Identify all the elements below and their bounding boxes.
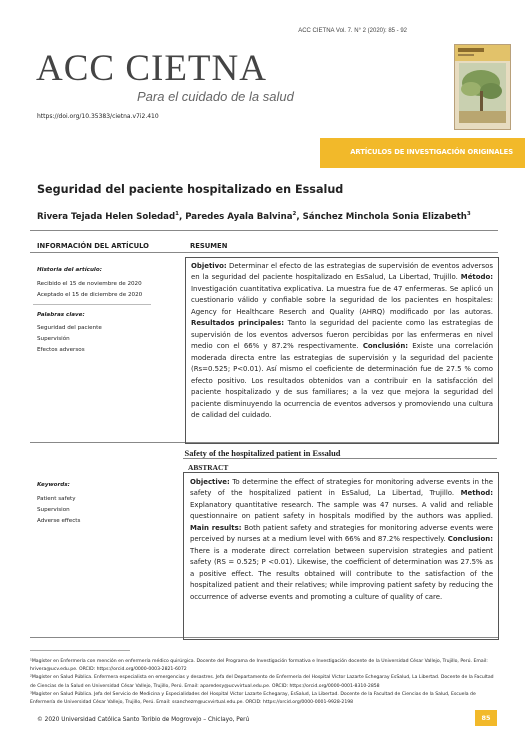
- paragraph-label: Objective:: [190, 478, 230, 486]
- english-title: Safety of the hospitalized patient in Essalud: [184, 449, 341, 458]
- author-name: Sánchez Minchola Sonia Elizabeth: [302, 211, 467, 222]
- section-banner-label: ARTÍCULOS DE INVESTIGACIÓN ORIGINALES: [350, 148, 513, 156]
- journal-logo-title: ACC CIETNA: [36, 48, 267, 89]
- divider: [30, 230, 498, 231]
- received-date: Recibido el 15 de noviembre de 2020: [37, 281, 142, 287]
- journal-cover-thumbnail: [454, 44, 511, 130]
- article-title: Seguridad del paciente hospitalizado en Essalud: [37, 183, 344, 196]
- paragraph-label: Método:: [460, 273, 493, 282]
- keyword-item-en: Patient safety: [37, 496, 76, 502]
- resumen-heading: RESUMEN: [190, 242, 228, 250]
- author-name: Rivera Tejada Helen Soledad: [37, 211, 176, 222]
- article-info-heading: INFORMACIÓN DEL ARTÍCULO: [37, 242, 149, 250]
- paragraph-label: Method:: [460, 489, 493, 498]
- journal-reference: ACC CIETNA Vol. 7. N° 2 (2020): 85 - 92: [298, 28, 407, 34]
- author-name: Paredes Ayala Balvina: [185, 211, 293, 222]
- history-label: Historia del artículo:: [37, 267, 102, 273]
- author-list: Rivera Tejada Helen Soledad$^1$, Paredes Ayala Balvina$^2$, Sánchez Minchola Sonia Elizabeth$^3$: [37, 211, 471, 222]
- divider: [183, 458, 497, 459]
- cover-image-icon: [455, 45, 510, 129]
- section-banner: [320, 138, 525, 168]
- paragraph-label: Main results:: [190, 523, 242, 532]
- keywords-label-en: Keywords:: [37, 482, 70, 488]
- paragraph-label: Objetivo:: [191, 262, 227, 270]
- page-number: 85: [475, 710, 497, 726]
- doi-link[interactable]: https://doi.org/10.35383/cietna.v7i2.410: [37, 113, 159, 120]
- journal-logo-subtitle: Para el cuidado de la salud: [137, 89, 294, 104]
- author-affiliation-mark: 3: [466, 211, 471, 217]
- paragraph-label: Conclusión:: [362, 342, 409, 351]
- footnote: ¹Magíster en Enfermería con mención en enfermería médico quirúrgica. Docente del Programa de Investigación formativa e Investigación docente de la Universidad César Vallejo, Trujillo, Perú. Email: hrivera@ucv.edu.pe. ORCID: https://orcid.org/0000-0003-2821-6072: [30, 659, 488, 673]
- accepted-date: Aceptado el 15 de diciembre de 2020: [37, 292, 143, 298]
- footnote: ²Magíster en Salud Pública. Enfermera especialista en emergencias y desastres. Jefa del Departamento de Enfermería del Hospital Víctor Lazarte Echegaray EsSalud, La Libertad. Docente de la Facultad de Ciencias de la Salud en Universidad César Vallejo, Trujillo, Perú. Email: aparedesy@ucvvirtual.edu.pe. ORCID: https://orcid.org/0000-0001-8310-2858: [30, 675, 494, 689]
- keyword-item: Efectos adversos: [37, 347, 85, 353]
- author-affiliation-mark: 2: [292, 211, 297, 217]
- copyright: © 2020 Universidad Católica Santo Toribio de Mogrovejo – Chiclayo, Perú: [37, 717, 250, 723]
- paragraph-label: Conclusion:: [447, 535, 493, 544]
- keyword-item: Seguridad del paciente: [37, 325, 102, 331]
- paragraph-label: Resultados principales:: [191, 319, 285, 328]
- abstract-heading: ABSTRACT: [188, 463, 229, 472]
- divider: [33, 304, 151, 305]
- keywords-label: Palabras clave:: [37, 312, 85, 318]
- keyword-item: Supervisión: [37, 336, 70, 342]
- divider: [30, 252, 498, 253]
- footnote: ³Magíster en Salud Pública. Jefa del Servicio de Medicina y Especialidades del Hospital Víctor Lazarte Echegaray, EsSalud, La Libertad. Docente de la Facultad de Ciencias de la Salud, Escuela de Enfermería de Universidad César Vallejo, Trujillo, Perú. Email: ssanchezm@ucvvirtual.edu.pe. ORCID: https://orcid.org/0000-0001-9928-2198: [30, 691, 476, 706]
- abstract-text: Objective: To determine the effect of strategies for monitoring adverse events in the safety of the hospitalized patient in EsSalud, La Libertad, Trujillo. Method: Explanatory quantitative research. The sample was 47 nurses. A valid and reliable questionnaire on patient safety in hospitals modified by the authors was applied. Main results: Both patient safety and strategies for monitoring adverse events were perceived by nurses at a medium level with 66% and 87.2% respectively. Conclusion: There is a moderate direct correlation between supervision strategies and patient safety (RS = 0.525; P <0.01). Likewise, the coefficient of determination was 27.5% as a positive effect. The results obtained will contribute to the satisfaction of the hospitalized patient and their relatives; while improving patient safety by reducing the occurrence of adverse events and promoting a culture of quality of care.: [190, 478, 493, 601]
- resumen-text: Objetivo: Determinar el efecto de las estrategias de supervisión de eventos adversos en la seguridad del paciente hospitalizado en EsSalud, La Libertad, Trujillo. Método: Investigación cuantitativa explicativa. La muestra fue de 47 enfermeras. Se aplicó un cuestionario válido y confiable sobre la seguridad de los pacientes en hospitales: Agency for Healthcare Reserch and Quality (AHRQ) modificado por las autoras. Resultados principales: Tanto la seguridad del paciente como las estrategias de supervisión de los eventos adversos fueron percibidas por las enfermeras en nivel medio con el 66% y 87.2% respectivamente. Conclusión: Existe una correlación moderada directa entre las estrategias de supervisión y la seguridad del paciente (Rs=0.525; P<0.01). Así mismo el coeficiente de determinación fue de 27.5 % como efecto positivo. Los resultados obtenidos van a contribuir en la satisfacción del paciente hospitalizado y de sus familiares; a la vez que mejora la seguridad del paciente disminuyendo la ocurrencia de eventos adversos y promoviendo una cultura de calidad del cuidado.: [191, 262, 493, 420]
- footnotes: [30, 658, 498, 707]
- keyword-item-en: Adverse effects: [37, 518, 81, 524]
- footnote-divider: [30, 650, 130, 651]
- author-affiliation-mark: 1: [175, 211, 179, 217]
- keyword-item-en: Supervision: [37, 507, 70, 513]
